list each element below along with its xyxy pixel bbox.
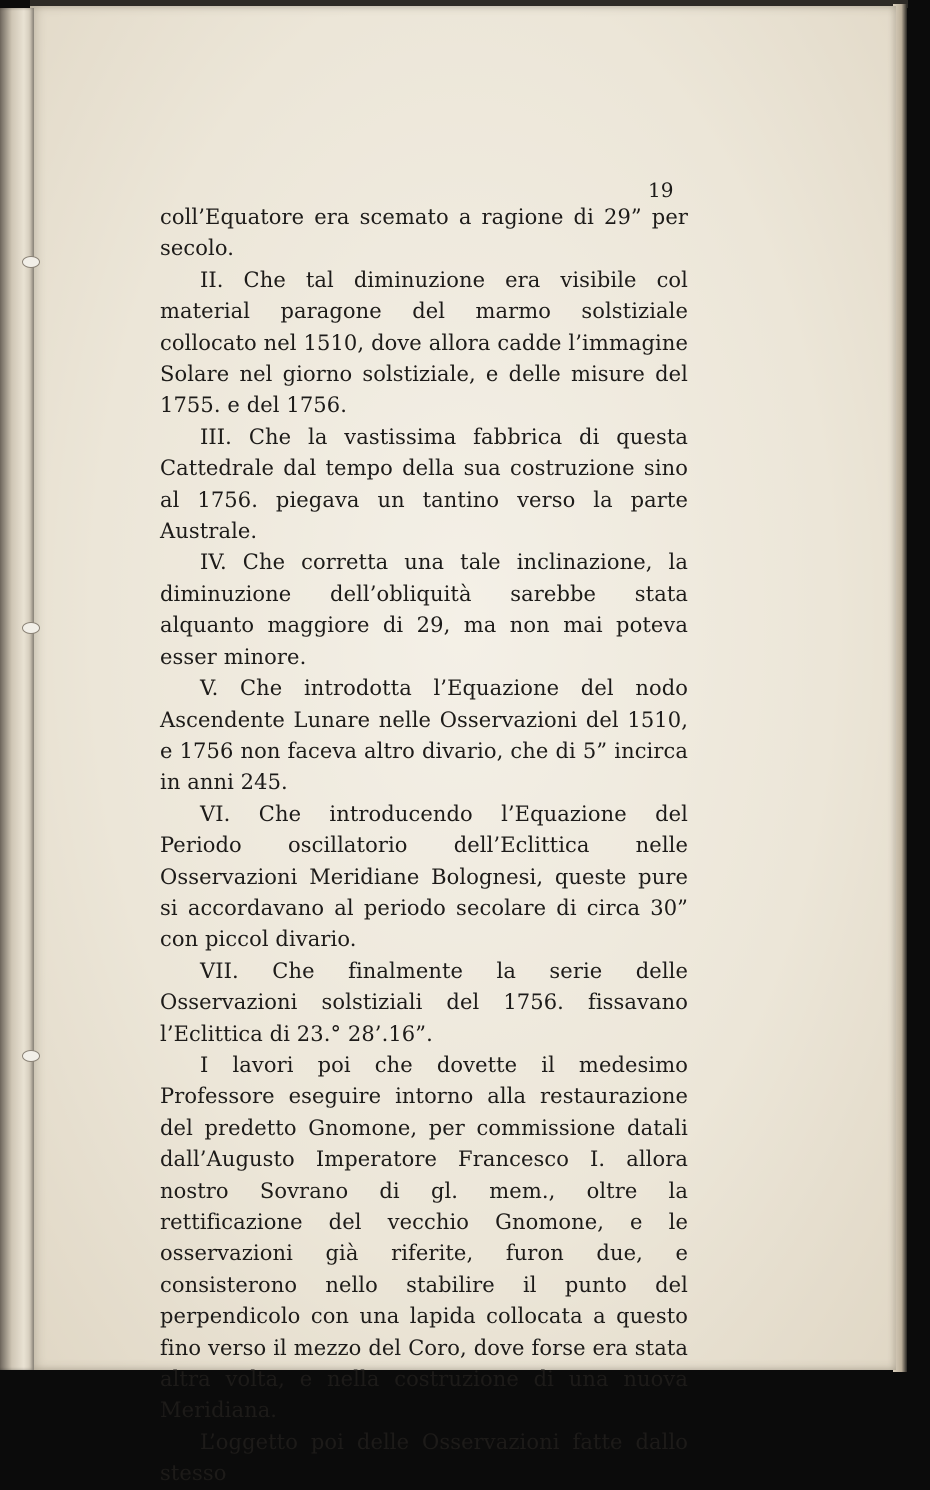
paragraph: II. Che tal diminuzione era visibile col material paragone del marmo solstiziale collocato nel 1510, dove allora cadde l’immagine Solare nel giorno solstiziale, e delle misure del 1755. e del 1756. bbox=[160, 267, 688, 418]
paragraph: V. Che introdotta l’Equazione del nodo Ascendente Lunare nelle Osservazioni del 1510, e 1756 non faceva altro divario, che di 5” incirca in anni 245. bbox=[160, 676, 688, 795]
binding-stitch bbox=[22, 622, 40, 634]
paragraph: IV. Che corretta una tale inclinazione, la diminuzione dell’obliquità sarebbe stata alquanto maggiore di 29, ma non mai poteva esser minore. bbox=[160, 550, 688, 669]
binding-stitch bbox=[22, 1050, 40, 1062]
paragraph: L’oggetto poi delle Osservazioni fatte dallo stesso bbox=[160, 1429, 688, 1486]
binding-gutter bbox=[0, 8, 34, 1370]
paragraph: coll’Equatore era scemato a ragione di 29” per secolo. bbox=[160, 205, 688, 261]
binding-stitch bbox=[22, 256, 40, 268]
page-number: 19 bbox=[648, 178, 674, 202]
paragraph: VI. Che introducendo l’Equazione del Periodo oscillatorio dell’Eclittica nelle Osservazioni Meridiane Bolognesi, queste pure si accordavano al periodo secolare di circa 30” con piccol divario. bbox=[160, 801, 688, 952]
body-text bbox=[160, 178, 688, 1490]
paragraph: III. Che la vastissima fabbrica di questa Cattedrale dal tempo della sua costruzione sino al 1756. piegava un tantino verso la parte Australe. bbox=[160, 424, 688, 544]
paragraph: I lavori poi che dovette il medesimo Professore eseguire intorno alla restaurazione del predetto Gnomone, per commissione datali dall’Augusto Imperatore Francesco I. allora nostro Sovrano di gl. mem., oltre la rettificazione del vecchio Gnomone, e le osservazioni già riferite, furon due, e consisterono nello stabilire il punto del perpendicolo con una lapida collocata a questo fino verso il mezzo del Coro, dove forse era stata altra volta, e nella costruzione di una nuova Meridiana. bbox=[160, 1052, 688, 1423]
paragraph: VII. Che finalmente la serie delle Osservazioni solstiziali del 1756. fissavano l’Eclittica di 23.° 28’.16”. bbox=[160, 958, 688, 1046]
